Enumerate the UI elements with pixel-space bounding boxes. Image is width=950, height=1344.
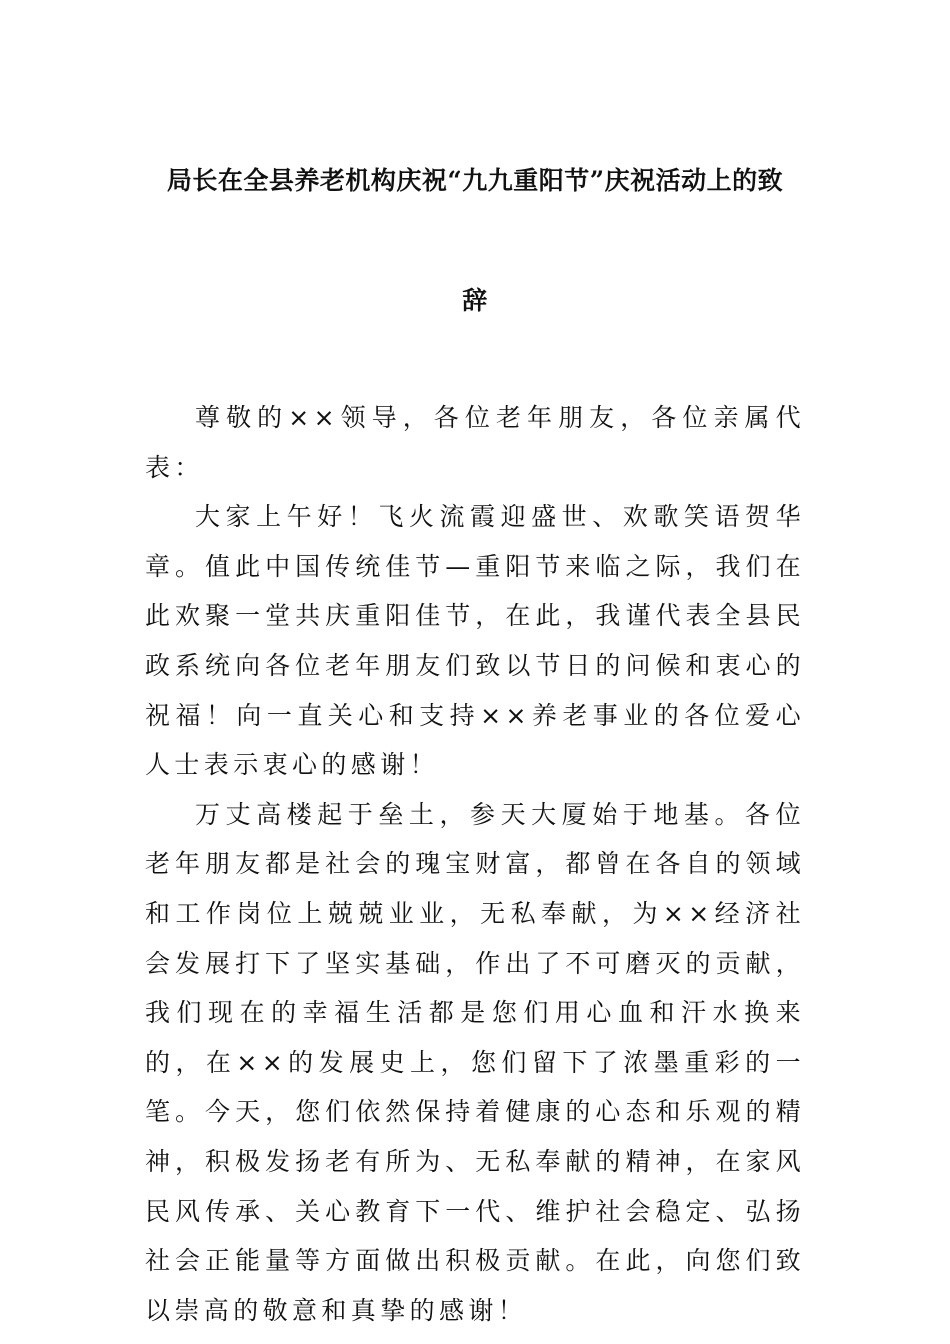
tribute-paragraph: 万丈高楼起于垒土，参天大厦始于地基。各位老年朋友都是社会的瑰宝财富，都曾在各自的领域和工作岗位上兢兢业业，无私奉献，为××经济社会发展打下了坚实基础，作出了不可磨灭的贡献，我们现在的幸福生活都是您们用心血和汗水换来的，在××的发展史上，您们留下了浓墨重彩的一笔。今天，您们依然保持着健康的心态和乐观的精神，积极发扬老有所为、无私奉献的精神，在家风民风传承、关心教育下一代、维护社会稳定、弘扬社会正能量等方面做出积极贡献。在此，向您们致以崇高的敬意和真挚的感谢！ bbox=[145, 799, 805, 1325]
document-title-line-2: 辞 bbox=[462, 286, 488, 315]
document-body bbox=[145, 393, 805, 1335]
document-title-line-1: 局长在全县养老机构庆祝“九九重阳节”庆祝活动上的致 bbox=[166, 166, 784, 195]
salutation-paragraph: 尊敬的××领导，各位老年朋友，各位亲属代表： bbox=[145, 403, 805, 482]
greeting-paragraph: 大家上午好！飞火流霞迎盛世、欢歌笑语贺华章。值此中国传统佳节—重阳节来临之际，我们在此欢聚一堂共庆重阳佳节，在此，我谨代表全县民政系统向各位老年朋友们致以节日的问候和衷心的祝福！向一直关心和支持××养老事业的各位爱心人士表示衷心的感谢！ bbox=[145, 502, 805, 780]
